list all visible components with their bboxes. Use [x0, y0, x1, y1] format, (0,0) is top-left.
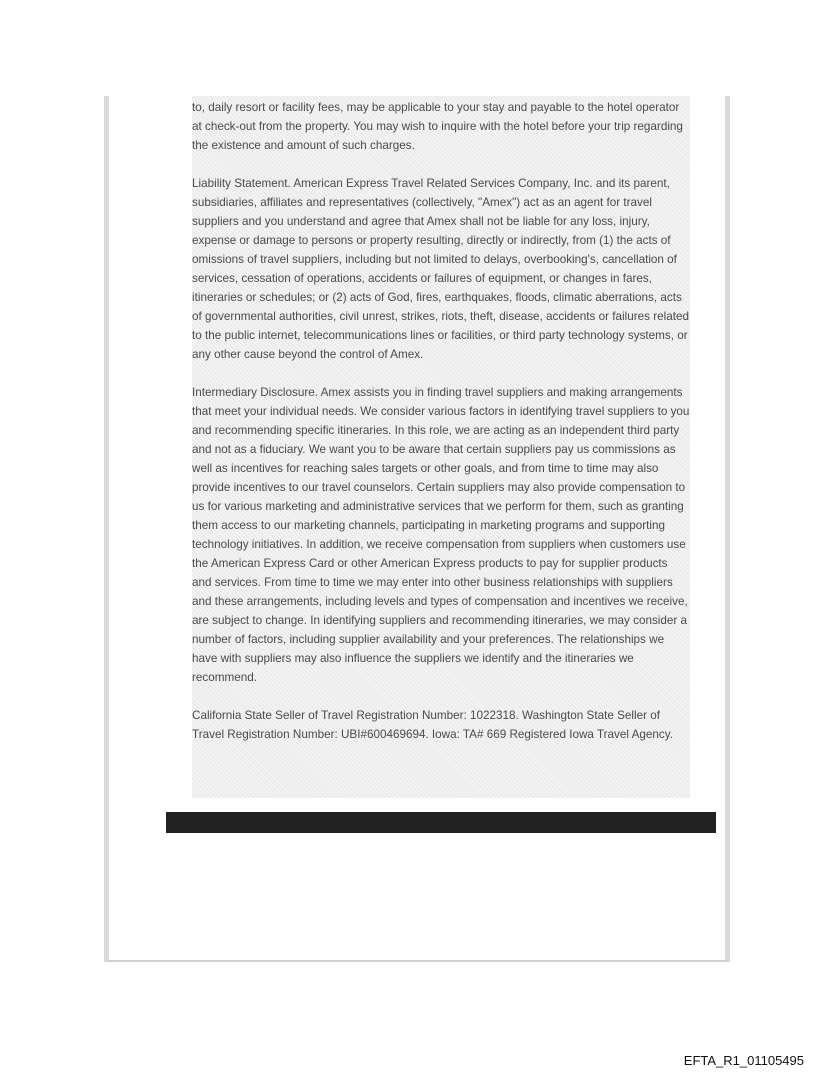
footer-divider-bar	[166, 812, 716, 833]
document-code: EFTA_R1_01105495	[683, 1053, 804, 1068]
liability-statement-paragraph: Liability Statement. American Express Travel Related Services Company, Inc. and its parent, subsidiaries, affiliates and representatives (collectively, "Amex") act as an agent for travel suppliers and you understand and agree that Amex shall not be liable for any loss, injury, expense or damage to persons or property resulting, directly or indirectly, from (1) the acts of omissions of travel suppliers, including but not limited to delays, overbooking's, cancellation of services, cessation of operations, accidents or failures of equipment, or changes in fares, itineraries or schedules; or (2) acts of God, fires, earthquakes, floods, climatic aberrations, acts of governmental authorities, civil unrest, strikes, riots, theft, disease, accidents or failures related to the public internet, telecommunications lines or facilities, or third party technology systems, or any other cause beyond the control of Amex.	[192, 177, 689, 361]
hotel-fees-paragraph: to, daily resort or facility fees, may be applicable to your stay and payable to the hotel operator at check-out from the property. You may wish to inquire with the hotel before your trip regarding the existence and amount of such charges.	[192, 101, 683, 152]
seller-of-travel-registration-paragraph: California State Seller of Travel Registration Number: 1022318. Washington State Seller of Travel Registration Number: UBI#600469694. Iowa: TA# 669 Registered Iowa Travel Agency.	[192, 709, 673, 741]
terms-content	[192, 96, 690, 798]
intermediary-disclosure-paragraph: Intermediary Disclosure. Amex assists you in finding travel suppliers and making arrangements that meet your individual needs. We consider various factors in identifying travel suppliers to you and recommending specific itineraries. In this role, we are acting as an independent third party and not as a fiduciary. We want you to be aware that certain suppliers pay us commissions as well as incentives for reaching sales targets or other goals, and from time to time may also provide incentives to our travel counselors. Certain suppliers may also provide compensation to us for various marketing and administrative services that we perform for them, such as granting them access to our marketing channels, participating in marketing programs and supporting technology initiatives. In addition, we receive compensation from suppliers when customers use the American Express Card or other American Express products to pay for supplier products and services. From time to time we may enter into other business relationships with suppliers and these arrangements, including levels and types of compensation and incentives we receive, are subject to change. In identifying suppliers and recommending itineraries, we may consider a number of factors, including supplier availability and your preferences. The relationships we have with suppliers may also influence the suppliers we identify and the itineraries we recommend.	[192, 386, 690, 684]
